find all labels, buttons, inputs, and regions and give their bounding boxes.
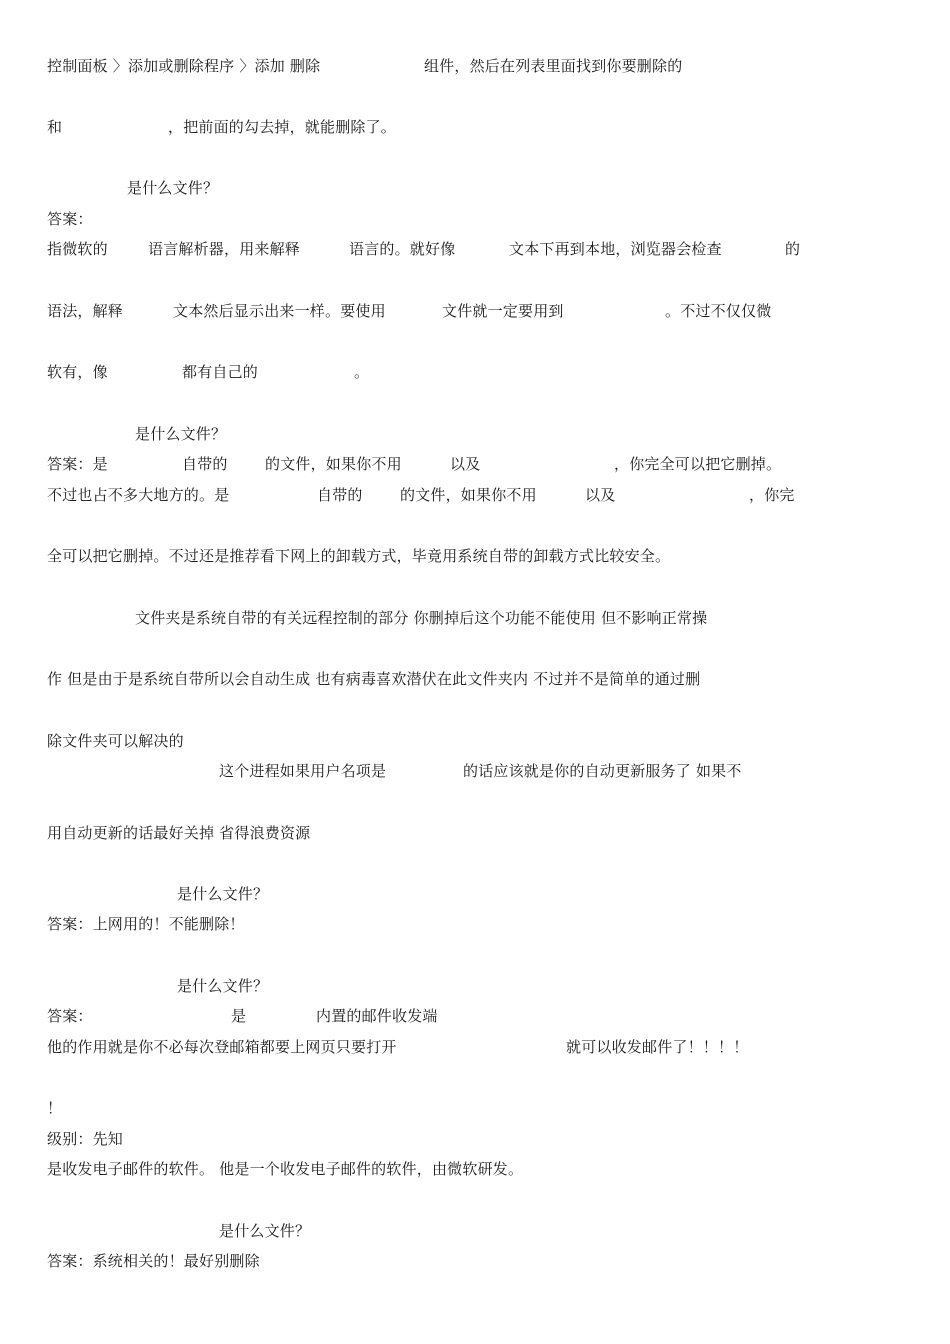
text-segment: 语言解析器，用来解释 <box>148 240 301 258</box>
section-heading: 是什么文件？ <box>177 885 269 903</box>
text-segment: 指微软的 <box>47 240 108 258</box>
text-segment: 除文件夹可以解决的 <box>47 732 184 750</box>
text-segment: 自带的 <box>317 486 363 504</box>
text-segment: 文本然后显示出来一样。要使用 <box>173 302 386 320</box>
text-segment: 控制面板 〉添加或删除程序 〉添加 删除 <box>47 57 321 75</box>
text-segment: 以及 <box>450 455 481 473</box>
text-segment: ，你完全可以把它删掉。 <box>614 455 782 473</box>
text-segment: 的文件，如果你不用 <box>400 486 537 504</box>
text-segment: 和 <box>47 118 63 136</box>
section-heading: 是什么文件？ <box>127 179 219 197</box>
text-segment: 的 <box>785 240 801 258</box>
text-segment: 。 <box>354 363 370 381</box>
text-segment: 就可以收发邮件了！！！！ <box>566 1038 749 1056</box>
text-segment: 这个进程如果用户名项是 <box>219 762 387 780</box>
text-segment: ，把前面的勾去掉，就能删除了。 <box>168 118 397 136</box>
text-segment: 答案： <box>47 1007 93 1025</box>
text-segment: 作 但是由于是系统自带所以会自动生成 也有病毒喜欢潜伏在此文件夹内 不过并不是简单的通过删 <box>47 670 701 688</box>
text-segment: 答案：系统相关的！最好别删除 <box>47 1252 260 1270</box>
text-segment: 内置的邮件收发端 <box>316 1007 438 1025</box>
text-segment: 是 <box>231 1007 247 1025</box>
text-segment: 用自动更新的话最好关掉 省得浪费资源 <box>47 824 311 842</box>
text-segment: 级别：先知 <box>47 1130 124 1148</box>
text-segment: 组件，然后在列表里面找到你要删除的 <box>424 57 683 75</box>
section-heading: 是什么文件？ <box>177 977 269 995</box>
text-segment: 文件夹是系统自带的有关远程控制的部分 你删掉后这个功能不能使用 但不影响正常操 <box>135 609 708 627</box>
text-segment: 语言的。就好像 <box>349 240 456 258</box>
text-segment: 是收发电子邮件的软件。 他是一个收发电子邮件的软件，由微软研发。 <box>47 1160 524 1178</box>
text-segment: 的话应该就是你的自动更新服务了 如果不 <box>463 762 742 780</box>
text-segment: 自带的 <box>182 455 228 473</box>
section-heading: 是什么文件？ <box>219 1222 311 1240</box>
text-segment: 软有，像 <box>47 363 108 381</box>
text-segment: 答案： <box>47 210 93 228</box>
text-segment: ！ <box>47 1099 63 1117</box>
text-segment: 语法，解释 <box>47 302 124 320</box>
text-segment: 文本下再到本地，浏览器会检查 <box>509 240 722 258</box>
text-segment: 他的作用就是你不必每次登邮箱都要上网页只要打开 <box>47 1038 397 1056</box>
section-heading: 是什么文件？ <box>135 425 227 443</box>
text-segment: 答案：是 <box>47 455 108 473</box>
text-segment: 以及 <box>585 486 616 504</box>
text-segment: 不过也占不多大地方的。是 <box>47 486 230 504</box>
text-segment: 都有自己的 <box>182 363 259 381</box>
text-segment: 答案：上网用的！不能删除！ <box>47 915 245 933</box>
text-segment: 。不过不仅仅微 <box>665 302 772 320</box>
text-segment: 的文件，如果你不用 <box>265 455 402 473</box>
text-segment: ，你完 <box>749 486 795 504</box>
text-segment: 文件就一定要用到 <box>442 302 564 320</box>
text-segment: 全可以把它删掉。不过还是推荐看下网上的卸载方式，毕竟用系统自带的卸载方式比较安全。 <box>47 547 671 565</box>
